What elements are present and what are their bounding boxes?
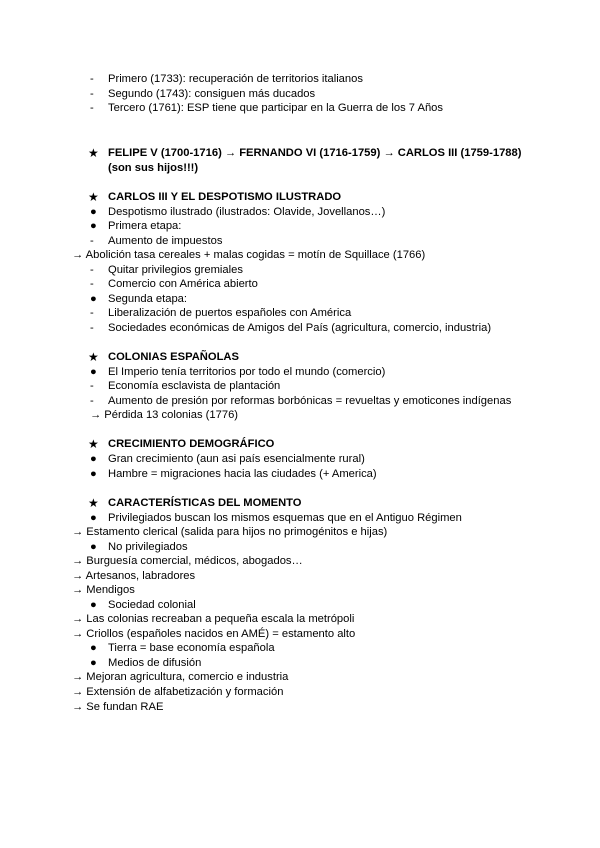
text-line: Gran crecimiento (aun asi país esencialmente rural)	[108, 453, 365, 465]
dash-bullet: -	[90, 73, 94, 85]
star-bullet-icon: ★	[88, 146, 99, 160]
section-heading: CARACTERÍSTICAS DEL MOMENTO	[108, 497, 302, 509]
text-line: → Extensión de alfabetización y formación	[72, 686, 284, 698]
dash-bullet: -	[90, 102, 94, 114]
text-line: Tierra = base economía española	[108, 642, 275, 654]
text-line: → Las colonias recreaban a pequeña escala la metrópoli	[72, 613, 355, 625]
star-bullet-icon: ★	[88, 190, 99, 204]
star-bullet-icon: ★	[88, 496, 99, 510]
text-line: Segundo (1743): consiguen más ducados	[108, 88, 316, 100]
bullet-icon: ●	[90, 366, 97, 378]
bullet-icon: ●	[90, 468, 97, 480]
text-line: Aumento de presión por reformas borbónicas = revueltas y emoticones indígenas	[108, 395, 512, 407]
text-line: Economía esclavista de plantación	[108, 380, 281, 392]
text-line: → Criollos (españoles nacidos en AMÉ) = estamento alto	[72, 628, 356, 640]
text-line: Primera etapa:	[108, 220, 182, 232]
bullet-icon: ●	[90, 657, 97, 669]
text-line: Aumento de impuestos	[108, 235, 223, 247]
text-line: Comercio con América abierto	[108, 278, 258, 290]
text-line: → Mejoran agricultura, comercio e industria	[72, 671, 289, 683]
bullet-icon: ●	[90, 599, 97, 611]
dash-bullet: -	[90, 235, 94, 247]
text-line: Medios de difusión	[108, 657, 202, 669]
dash-bullet: -	[90, 264, 94, 276]
text-line: → Estamento clerical (salida para hijos no primogénitos e hijas)	[72, 526, 388, 538]
bullet-icon: ●	[90, 206, 97, 218]
bullet-icon: ●	[90, 541, 97, 553]
section-heading: COLONIAS ESPAÑOLAS	[108, 351, 239, 363]
star-bullet-icon: ★	[88, 437, 99, 451]
text-line: No privilegiados	[108, 541, 188, 553]
text-line: → Burguesía comercial, médicos, abogados…	[72, 555, 303, 567]
text-line: Tercero (1761): ESP tiene que participar en la Guerra de los 7 Años	[108, 102, 443, 114]
bullet-icon: ●	[90, 642, 97, 654]
text-line: El Imperio tenía territorios por todo el mundo (comercio)	[108, 366, 386, 378]
dash-bullet: -	[90, 395, 94, 407]
section-heading: (son sus hijos!!!)	[108, 162, 199, 174]
text-line: Sociedades económicas de Amigos del País (agricultura, comercio, industria)	[108, 322, 492, 334]
star-bullet-icon: ★	[88, 350, 99, 364]
text-line: → Pérdida 13 colonias (1776)	[90, 409, 239, 421]
text-line: → Abolición tasa cereales + malas cogidas = motín de Squillace (1766)	[72, 249, 426, 261]
text-line: Despotismo ilustrado (ilustrados: Olavide, Jovellanos…)	[108, 206, 386, 218]
text-line: → Mendigos	[72, 584, 135, 596]
text-line: Primero (1733): recuperación de territorios italianos	[108, 73, 363, 85]
text-line: Privilegiados buscan los mismos esquemas que en el Antiguo Régimen	[108, 512, 462, 524]
dash-bullet: -	[90, 88, 94, 100]
text-line: → Se fundan RAE	[72, 701, 164, 713]
section-heading: CARLOS III Y EL DESPOTISMO ILUSTRADO	[108, 191, 342, 203]
bullet-icon: ●	[90, 512, 97, 524]
dash-bullet: -	[90, 278, 94, 290]
text-line: Sociedad colonial	[108, 599, 196, 611]
text-line: Segunda etapa:	[108, 293, 188, 305]
bullet-icon: ●	[90, 293, 97, 305]
section-heading: CRECIMIENTO DEMOGRÁFICO	[108, 438, 275, 450]
text-line: Hambre = migraciones hacia las ciudades (+ America)	[108, 468, 377, 480]
text-line: Liberalización de puertos españoles con América	[108, 307, 352, 319]
dash-bullet: -	[90, 322, 94, 334]
dash-bullet: -	[90, 307, 94, 319]
text-line: → Artesanos, labradores	[72, 570, 196, 582]
section-heading: FELIPE V (1700-1716) → FERNANDO VI (1716-1759) → CARLOS III (1759-1788)	[108, 147, 522, 159]
bullet-icon: ●	[90, 453, 97, 465]
bullet-icon: ●	[90, 220, 97, 232]
dash-bullet: -	[90, 380, 94, 392]
text-line: Quitar privilegios gremiales	[108, 264, 243, 276]
